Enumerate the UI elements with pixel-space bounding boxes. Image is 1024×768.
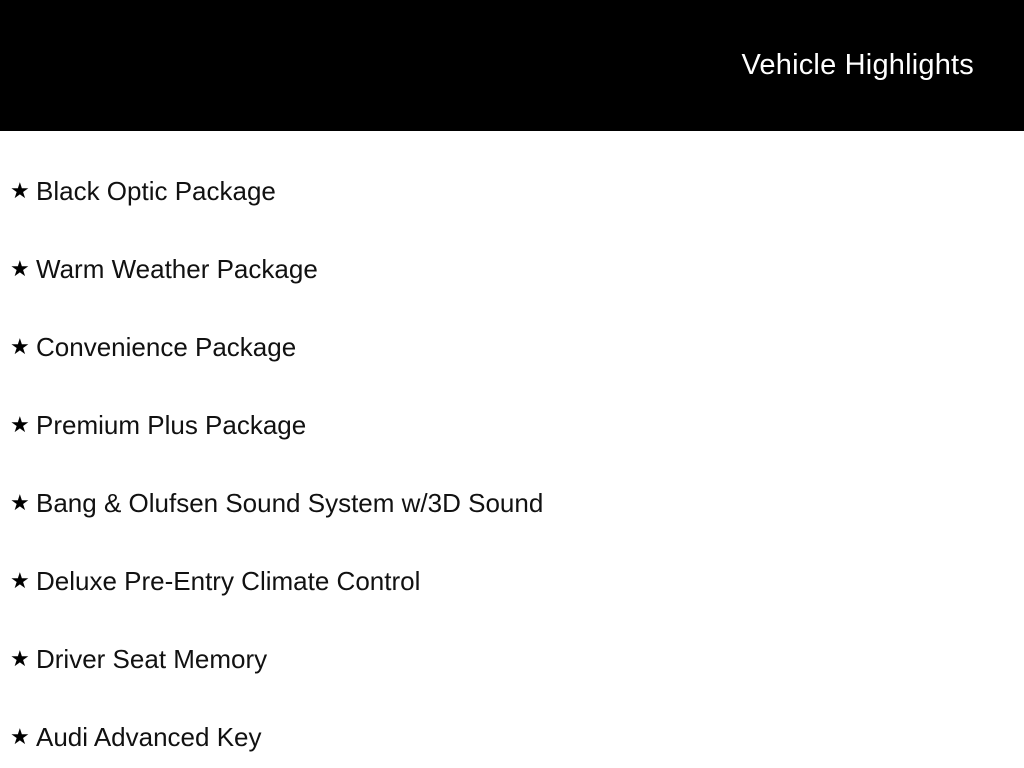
star-icon: ★ [10, 724, 30, 749]
list-item [0, 620, 1024, 698]
page-header [0, 0, 1024, 131]
list-item-label: Black Optic Package [36, 176, 276, 206]
star-icon: ★ [10, 412, 30, 437]
list-item [0, 464, 1024, 542]
list-item [0, 152, 1024, 230]
list-item-label: Audi Advanced Key [36, 722, 262, 752]
list-item [0, 308, 1024, 386]
star-icon: ★ [10, 256, 30, 281]
star-icon: ★ [10, 646, 30, 671]
star-icon: ★ [10, 568, 30, 593]
list-item-label: Warm Weather Package [36, 254, 318, 284]
page-title: Vehicle Highlights [741, 49, 974, 81]
list-item-label: Deluxe Pre-Entry Climate Control [36, 566, 421, 596]
list-item [0, 542, 1024, 620]
list-item [0, 230, 1024, 308]
star-icon: ★ [10, 334, 30, 359]
list-item-label: Bang & Olufsen Sound System w/3D Sound [36, 488, 544, 518]
star-icon: ★ [10, 490, 30, 515]
list-item-label: Convenience Package [36, 332, 297, 362]
list-item [0, 386, 1024, 464]
vehicle-highlights-list [0, 131, 1024, 768]
list-item-label: Driver Seat Memory [36, 644, 268, 674]
star-icon: ★ [10, 178, 30, 203]
list-item-label: Premium Plus Package [36, 410, 307, 440]
list-item [0, 698, 1024, 768]
